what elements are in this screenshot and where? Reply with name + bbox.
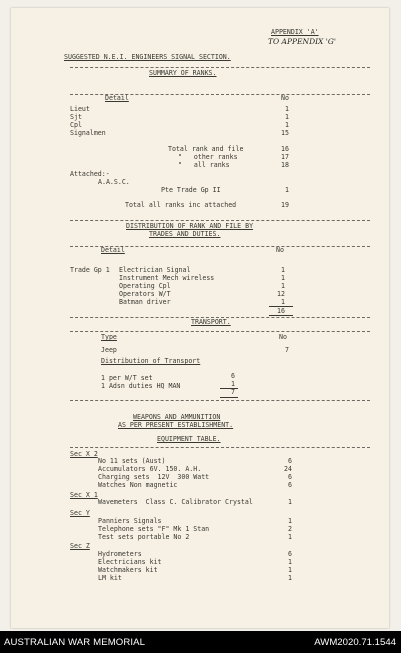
trade-group: Trade Gp 1 xyxy=(70,266,110,274)
footer-institution: AUSTRALIAN WAR MEMORIAL xyxy=(4,637,146,648)
trade-row-label: Operating Cpl xyxy=(119,282,171,290)
trade-row-label: Batman driver xyxy=(119,298,171,306)
summary-row-no: 15 xyxy=(281,129,289,137)
trade-row-no: 1 xyxy=(281,282,285,290)
footer-accession-number: AWM2020.71.1544 xyxy=(314,637,396,648)
trade-row-no: 1 xyxy=(281,274,285,282)
trade-row-no: 1 xyxy=(281,266,285,274)
transport-dist-label: 1 per W/T set xyxy=(101,374,153,382)
distribution-col-detail: Detail xyxy=(101,246,125,254)
equipment-item-no: 1 xyxy=(288,558,292,566)
equipment-item-no: 1 xyxy=(288,574,292,582)
equipment-section: Sec X 1 xyxy=(70,491,98,499)
divider xyxy=(70,67,370,68)
equipment-item: Wavemeters Class C. Calibrator Crystal xyxy=(98,498,253,506)
summary-row-label: Signalmen xyxy=(70,129,106,137)
transport-distribution-label: Distribution of Transport xyxy=(101,357,201,365)
summary-title: SUMMARY OF RANKS. xyxy=(149,69,217,77)
attached-label: Attached:- xyxy=(70,170,110,178)
summary-col-detail: Detail xyxy=(105,94,129,102)
attached-no: 1 xyxy=(285,186,289,194)
transport-col-no: No xyxy=(279,333,287,341)
trade-row-no: 12 xyxy=(277,290,285,298)
equipment-title: EQUIPMENT TABLE. xyxy=(157,435,221,443)
equipment-item-no: 2 xyxy=(288,525,292,533)
appendix-label: APPENDIX 'A' xyxy=(271,28,319,36)
total-rule xyxy=(220,397,238,398)
summary-total-no: 17 xyxy=(281,153,289,161)
equipment-item: No 11 sets (Aust) xyxy=(98,457,166,465)
distribution-title-2: TRADES AND DUTIES. xyxy=(149,230,221,238)
summary-row-no: 1 xyxy=(285,105,289,113)
weapons-title-1: WEAPONS AND AMMUNITION xyxy=(133,413,221,421)
summary-col-no: No xyxy=(281,94,289,102)
equipment-item-no: 6 xyxy=(288,457,292,465)
summary-total-no: 18 xyxy=(281,161,289,169)
equipment-item: Charging sets 12V 300 Watt xyxy=(98,473,210,481)
document-title: SUGGESTED N.E.I. ENGINEERS SIGNAL SECTION. xyxy=(64,53,231,61)
summary-row-no: 1 xyxy=(285,121,289,129)
summary-row-label: Lieut xyxy=(70,105,90,113)
summary-total-label: " other ranks xyxy=(178,153,238,161)
total-rule xyxy=(269,315,293,316)
transport-dist-label: 1 Adsn duties HQ MAN xyxy=(101,382,181,390)
total-attached-label: Total all ranks inc attached xyxy=(125,201,237,209)
equipment-item-no: 6 xyxy=(288,550,292,558)
equipment-item: Electricians kit xyxy=(98,558,162,566)
equipment-item: Panniers Signals xyxy=(98,517,162,525)
equipment-section: Sec X 2 xyxy=(70,450,98,458)
equipment-item: Accumulators 6V. 150. A.H. xyxy=(98,465,202,473)
distribution-title-1: DISTRIBUTION OF RANK AND FILE BY xyxy=(126,222,254,230)
transport-item: Jeep xyxy=(101,346,117,354)
summary-total-label: Total rank and file xyxy=(168,145,244,153)
trade-row-label: Electrician Signal xyxy=(119,266,191,274)
transport-title: TRANSPORT. xyxy=(191,318,231,326)
equipment-item: Hydrometers xyxy=(98,550,142,558)
summary-total-no: 16 xyxy=(281,145,289,153)
attached-unit: A.A.S.C. xyxy=(98,178,130,186)
divider xyxy=(70,400,370,401)
equipment-item: Watchmakers kit xyxy=(98,566,158,574)
divider xyxy=(70,331,370,332)
equipment-item-no: 6 xyxy=(288,481,292,489)
archive-footer xyxy=(0,631,401,653)
equipment-item-no: 6 xyxy=(288,473,292,481)
handwritten-annotation: TO APPENDIX 'G' xyxy=(268,37,336,46)
transport-dist-total: 7 xyxy=(231,388,235,396)
summary-row-no: 1 xyxy=(285,113,289,121)
trade-row-label: Operators W/T xyxy=(119,290,171,298)
equipment-item-no: 1 xyxy=(288,533,292,541)
attached-item: Pte Trade Gp II xyxy=(161,186,221,194)
document-page xyxy=(11,8,389,628)
summary-row-label: Sjt xyxy=(70,113,82,121)
equipment-item: Test sets portable No 2 xyxy=(98,533,190,541)
equipment-section: Sec Z xyxy=(70,542,90,550)
equipment-item-no: 1 xyxy=(288,566,292,574)
divider xyxy=(70,447,370,448)
distribution-col-no: No xyxy=(276,246,284,254)
equipment-section: Sec Y xyxy=(70,509,90,517)
divider xyxy=(70,220,370,221)
weapons-title-2: AS PER PRESENT ESTABLISHMENT. xyxy=(118,421,234,429)
equipment-item: Watches Non magnetic xyxy=(98,481,178,489)
trade-row-no: 1 xyxy=(281,298,285,306)
total-attached-no: 19 xyxy=(281,201,289,209)
transport-dist-no: 6 xyxy=(231,372,235,380)
transport-dist-no: 1 xyxy=(231,380,235,388)
equipment-item: LM kit xyxy=(98,574,122,582)
equipment-item-no: 1 xyxy=(288,517,292,525)
transport-col-type: Type xyxy=(101,333,117,341)
equipment-item-no: 1 xyxy=(288,498,292,506)
equipment-item: Telephone sets "F" Mk 1 Stan xyxy=(98,525,210,533)
summary-total-label: " all ranks xyxy=(178,161,230,169)
transport-item-no: 7 xyxy=(285,346,289,354)
trade-row-label: Instrument Mech wireless xyxy=(119,274,215,282)
summary-row-label: Cpl xyxy=(70,121,82,129)
equipment-item-no: 24 xyxy=(284,465,292,473)
trade-total: 16 xyxy=(277,307,285,315)
